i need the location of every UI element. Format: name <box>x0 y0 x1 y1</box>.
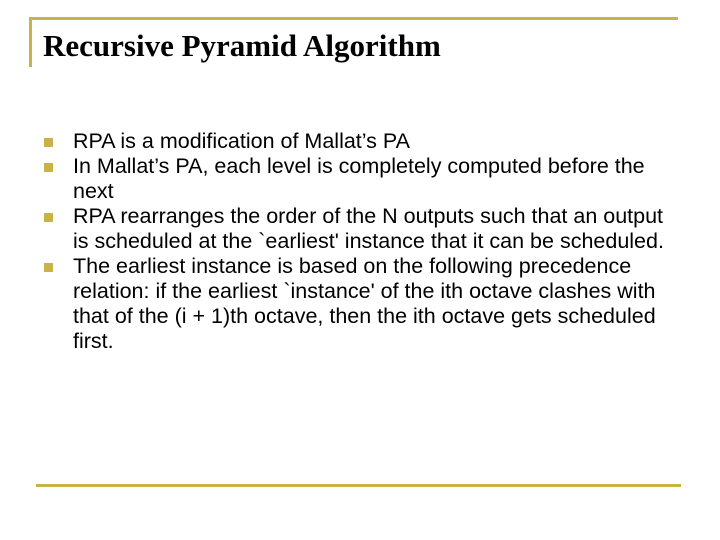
square-bullet-icon <box>44 138 53 147</box>
bullet-item <box>44 254 684 354</box>
slide-title: Recursive Pyramid Algorithm <box>43 28 441 63</box>
square-bullet-icon <box>44 163 53 172</box>
bullet-text: The earliest instance is based on the following precedence relation: if the earliest `instance' of the ith octave clashes with that of the (i + 1)th octave, then the ith octave gets scheduled first. <box>73 254 656 353</box>
bullet-text: RPA rearranges the order of the N outputs such that an output is scheduled at the `earliest' instance that it can be scheduled. <box>73 204 664 253</box>
square-bullet-icon <box>44 213 53 222</box>
bullet-item <box>44 129 684 154</box>
top-rule <box>29 17 678 20</box>
bullet-text: RPA is a modification of Mallat’s PA <box>73 129 410 153</box>
bullet-text: In Mallat’s PA, each level is completely computed before the next <box>73 154 645 203</box>
square-bullet-icon <box>44 263 53 272</box>
bullet-item <box>44 154 684 204</box>
bullet-item <box>44 204 684 254</box>
bullet-list <box>44 129 684 354</box>
bottom-rule <box>36 484 681 487</box>
left-rule <box>29 17 32 67</box>
